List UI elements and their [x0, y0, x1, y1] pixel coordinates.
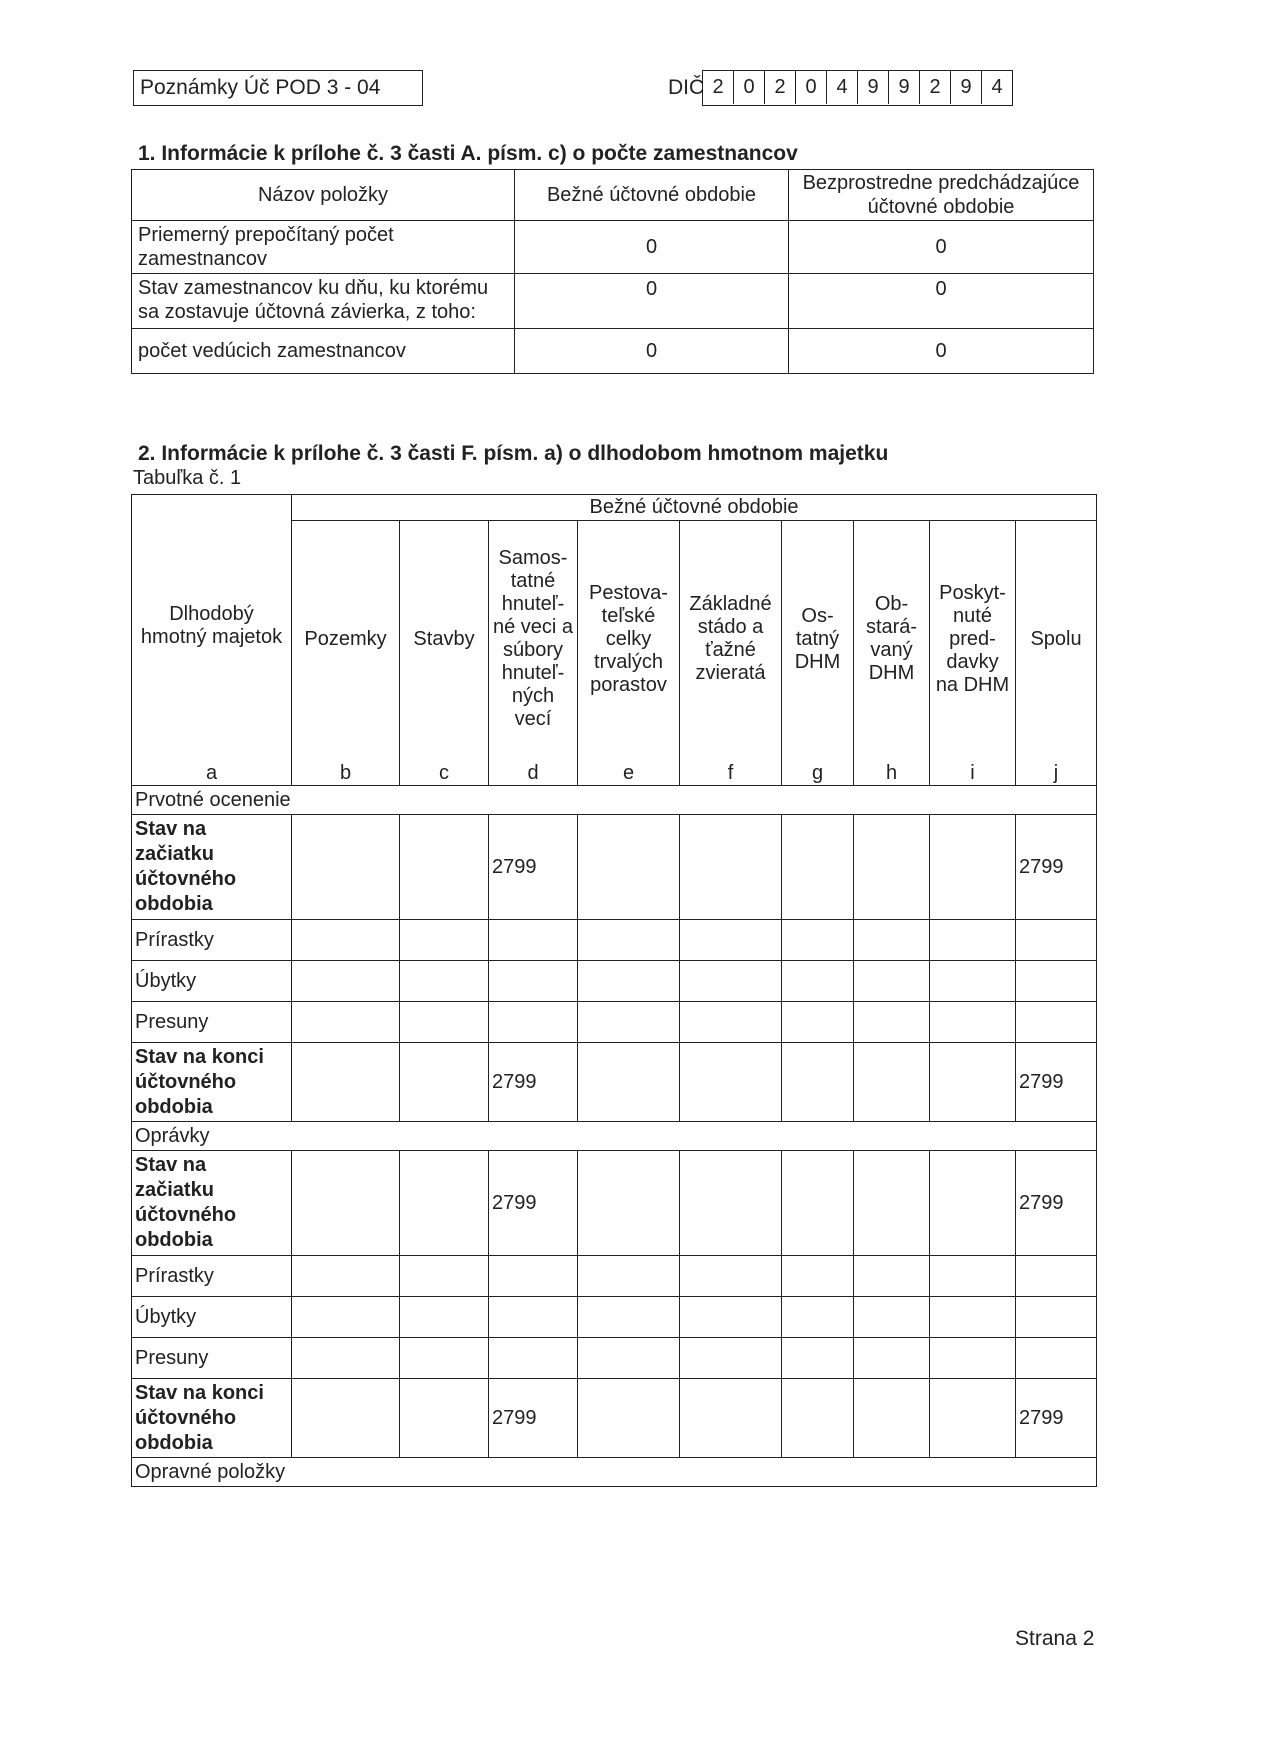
dic-number — [702, 70, 1013, 106]
page-number: Strana 2 — [1015, 1627, 1095, 1650]
table-row — [132, 1379, 1097, 1458]
row-label: Stav zamestnancov ku dňu, ku ktorému sa zostavuje účtovná závierka, z toho: — [132, 274, 515, 329]
table-row — [132, 1297, 1097, 1338]
table-row — [132, 1002, 1097, 1043]
row-label: Stav na začiatku účtovného obdobia — [132, 815, 292, 920]
cell-value: 2799 — [489, 1043, 578, 1122]
cell-value — [1016, 1256, 1097, 1297]
cell-value: 0 — [789, 329, 1094, 374]
column-letter-row — [132, 757, 1097, 786]
table-row — [132, 221, 1094, 274]
dic-digit: 0 — [734, 71, 765, 104]
table-row — [132, 1151, 1097, 1256]
cell-value — [489, 1297, 578, 1338]
assets-table — [131, 494, 1097, 1487]
column-header: Názov položky — [132, 170, 515, 221]
dic-digit: 2 — [765, 71, 796, 104]
column-header: Pestova- teľské celky trvalých porastov — [578, 521, 680, 758]
row-label: Stav na začiatku účtovného obdobia — [132, 1151, 292, 1256]
cell-value — [1016, 961, 1097, 1002]
section-1-title: 1. Informácie k prílohe č. 3 časti A. písm. c) o počte zamestnancov — [138, 142, 798, 165]
row-label: Stav na konci účtovného obdobia — [132, 1379, 292, 1458]
section-2-title: 2. Informácie k prílohe č. 3 časti F. písm. a) o dlhodobom hmotnom majetku — [138, 442, 889, 465]
cell-value — [489, 920, 578, 961]
row-label: Úbytky — [132, 1297, 292, 1338]
cell-value — [489, 961, 578, 1002]
column-letter: g — [782, 757, 854, 786]
table-row — [132, 920, 1097, 961]
cell-value: 0 — [515, 329, 789, 374]
column-letter: c — [400, 757, 489, 786]
table-row — [132, 1256, 1097, 1297]
column-header: Spolu — [1016, 521, 1097, 758]
row-label: Stav na konci účtovného obdobia — [132, 1043, 292, 1122]
period-header: Bežné účtovné obdobie — [292, 495, 1097, 521]
column-header: Os- tatný DHM — [782, 521, 854, 758]
cell-value: 0 — [789, 221, 1094, 274]
table-label: Tabuľka č. 1 — [133, 467, 242, 489]
dic-label: DIČ — [668, 76, 705, 99]
column-header: Bežné účtovné obdobie — [515, 170, 789, 221]
cell-value — [1016, 1338, 1097, 1379]
table-row — [132, 1043, 1097, 1122]
cell-value: 0 — [789, 274, 1094, 329]
cell-value: 2799 — [489, 815, 578, 920]
cell-value: 2799 — [1016, 1151, 1097, 1256]
column-letter: i — [930, 757, 1016, 786]
cell-value: 2799 — [1016, 1043, 1097, 1122]
column-letter: f — [680, 757, 782, 786]
table-header-row — [132, 170, 1094, 221]
cell-value — [489, 1256, 578, 1297]
table-row — [132, 815, 1097, 920]
dic-digit: 9 — [889, 71, 920, 104]
row-label: Priemerný prepočítaný počet zamestnancov — [132, 221, 515, 274]
column-header: Bezprostredne predchádzajúce účtovné obdobie — [789, 170, 1094, 221]
column-header: Ob- stará- vaný DHM — [854, 521, 930, 758]
cell-value — [489, 1338, 578, 1379]
column-header: Stavby — [400, 521, 489, 758]
section-row — [132, 1458, 1097, 1487]
column-header: Dlhodobý hmotný majetok — [132, 495, 292, 758]
form-label: Poznámky Úč POD 3 - 04 — [133, 70, 423, 106]
dic-digit: 2 — [920, 71, 951, 104]
column-letter: j — [1016, 757, 1097, 786]
cell-value: 2799 — [1016, 815, 1097, 920]
dic-digit: 2 — [703, 71, 734, 104]
section-title: Prvotné ocenenie — [132, 786, 1097, 815]
section-row — [132, 786, 1097, 815]
dic-digit: 4 — [827, 71, 858, 104]
cell-value: 0 — [515, 274, 789, 329]
section-row — [132, 1122, 1097, 1151]
table-row — [132, 961, 1097, 1002]
column-header: Základné stádo a ťažné zvieratá — [680, 521, 782, 758]
column-header: Samos- tatné hnuteľ- né veci a súbory hnuteľ- ných vecí — [489, 521, 578, 758]
column-letter: e — [578, 757, 680, 786]
dic-digit: 4 — [991, 76, 1003, 98]
column-header: Poskyt- nuté pred- davky na DHM — [930, 521, 1016, 758]
column-letter: a — [132, 757, 292, 786]
dic-digit: 9 — [858, 71, 889, 104]
section-title: Opravné položky — [132, 1458, 1097, 1487]
row-label: Úbytky — [132, 961, 292, 1002]
cell-value: 0 — [515, 221, 789, 274]
employees-table — [131, 169, 1094, 374]
column-letter: b — [292, 757, 400, 786]
column-letter: d — [489, 757, 578, 786]
dic-digit: 0 — [796, 71, 827, 104]
row-label: Prírastky — [132, 920, 292, 961]
table-row — [132, 1338, 1097, 1379]
dic-digit: 9 — [951, 71, 982, 104]
table-header-row — [132, 495, 1097, 521]
table-row — [132, 329, 1094, 374]
row-label: Presuny — [132, 1002, 292, 1043]
row-label: Prírastky — [132, 1256, 292, 1297]
cell-value — [1016, 1297, 1097, 1338]
cell-value — [1016, 920, 1097, 961]
cell-value — [1016, 1002, 1097, 1043]
column-header: Pozemky — [292, 521, 400, 758]
row-label: počet vedúcich zamestnancov — [132, 329, 515, 374]
cell-value: 2799 — [489, 1151, 578, 1256]
row-label: Presuny — [132, 1338, 292, 1379]
cell-value: 2799 — [489, 1379, 578, 1458]
cell-value: 2799 — [1016, 1379, 1097, 1458]
column-letter: h — [854, 757, 930, 786]
table-row — [132, 274, 1094, 329]
section-title: Oprávky — [132, 1122, 1097, 1151]
cell-value — [489, 1002, 578, 1043]
